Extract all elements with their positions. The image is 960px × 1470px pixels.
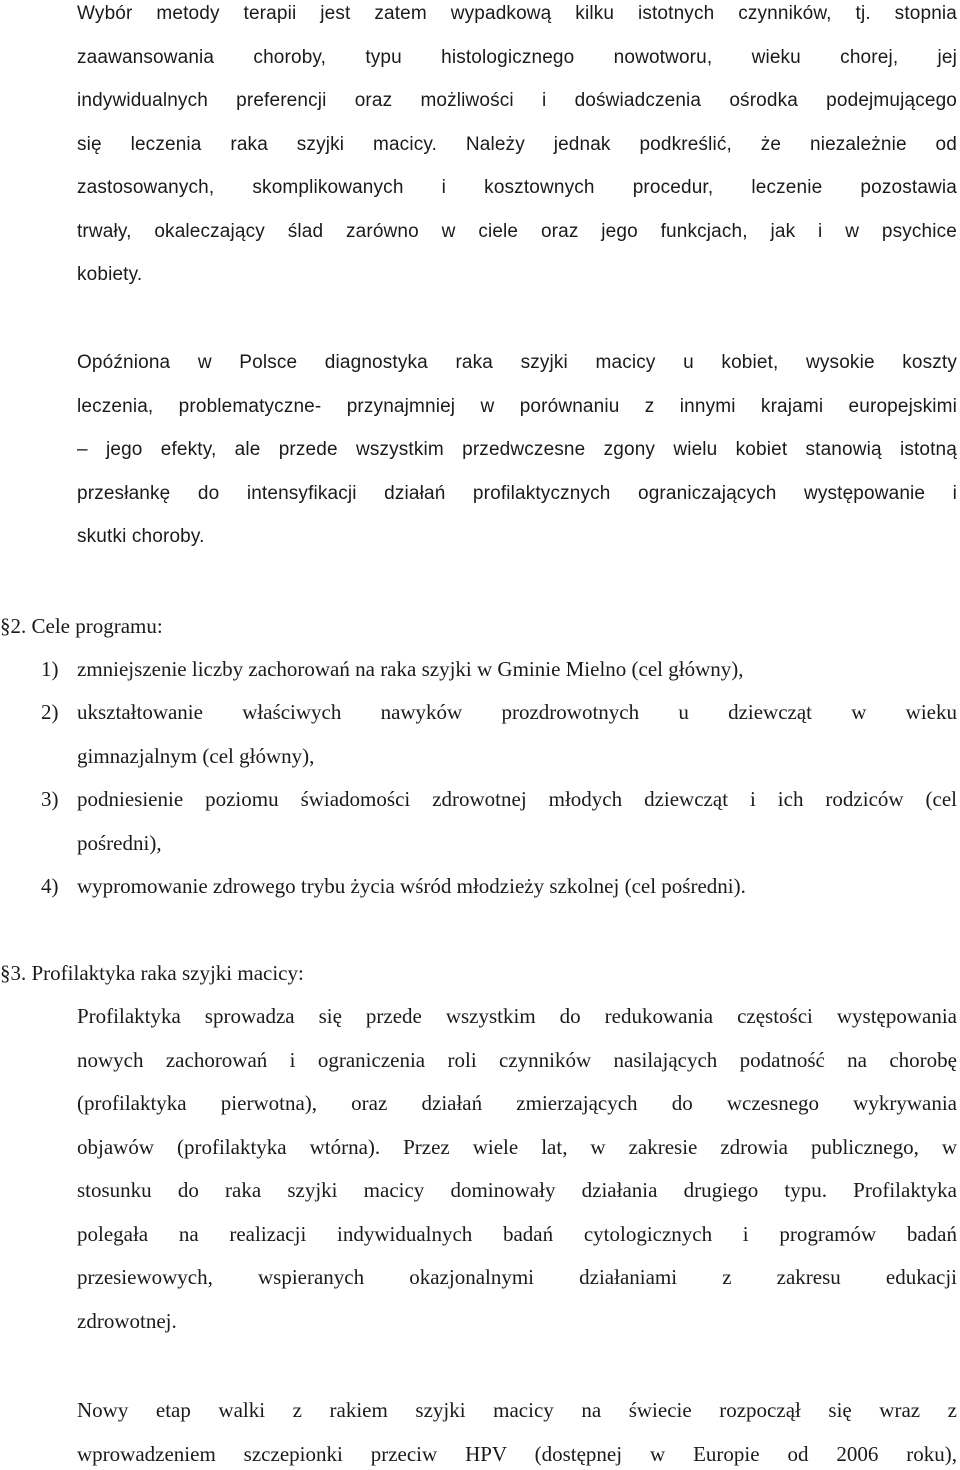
item-number: 4) [41,874,59,898]
text-line: wprowadzeniem szczepionki przeciw HPV (dostępnej w Europie od 2006 roku), [77,1441,957,1466]
goal-item-4 [41,865,957,909]
text-line: przesiewowych, wspieranych okazjonalnymi działaniami z zakresu edukacji [77,1265,957,1289]
text-line: leczenia, problematyczne- przynajmniej w porównaniu z innymi krajami europejskimi [77,395,957,417]
text-line: (profilaktyka pierwotna), oraz działań zmierzających do wczesnego wykrywania [77,1091,957,1115]
text-line: Wybór metody terapii jest zatem wypadkową kilku istotnych czynników, tj. stopnia [77,3,957,24]
text-line: się leczenia raka szyjki macicy. Należy jednak podkreślić, że niezależnie od [77,133,957,155]
paragraph-prophylaxis [77,995,957,1343]
text-line: Profilaktyka sprowadza się przede wszystkim do redukowania częstości występowania [77,1004,957,1028]
text-line: trwały, okaleczający ślad zarówno w ciele oraz jego funkcjach, jak i w psychice [77,220,957,242]
paragraph-therapy-choice [77,0,957,297]
item-text: zmniejszenie liczby zachorowań na raka szyjki w Gminie Mielno (cel główny), [77,657,744,681]
item-text: wypromowanie zdrowego trybu życia wśród młodzieży szkolnej (cel pośredni). [77,874,746,898]
item-number: 1) [41,657,59,681]
paragraph-hpv-vaccine [77,1389,957,1470]
text-line: indywidualnych preferencji oraz możliwości i doświadczenia ośrodka podejmującego [77,90,957,111]
item-number: 2) [41,700,59,724]
text-line: Opóźniona w Polsce diagnostyka raka szyjki macicy u kobiet, wysokie koszty [77,352,957,373]
text-line: przesłankę do intensyfikacji działań profilaktycznych ograniczających występowanie i [77,482,957,504]
item-number: 3) [41,787,59,811]
section-heading-prophylaxis: §3. Profilaktyka raka szyjki macicy: [0,961,304,985]
text-line: nowych zachorowań i ograniczenia roli czynników nasilających podatność na chorobę [77,1047,957,1072]
section-heading-goals: §2. Cele programu: [0,614,163,638]
text-line: Nowy etap walki z rakiem szyjki macicy na świecie rozpoczął się wraz z [77,1398,957,1422]
goal-item-2-continued: gimnazjalnym (cel główny), [77,744,315,768]
paragraph-delayed-diagnostics [77,341,957,559]
text-line: zaawansowania choroby, typu histologicznego nowotworu, wieku chorej, jej [77,46,957,68]
text-line: zastosowanych, skomplikowanych i kosztownych procedur, leczenie pozostawia [77,177,957,198]
item-text: podniesienie poziomu świadomości zdrowotnej młodych dziewcząt i ich rodziców (cel [77,787,957,811]
goal-item-1 [41,648,957,692]
goal-item-2 [41,691,957,735]
goal-item-3 [41,778,957,822]
goal-item-3-continued: pośredni), [77,831,162,855]
text-line: objawów (profilaktyka wtórna). Przez wiele lat, w zakresie zdrowia publicznego, w [77,1134,957,1159]
item-text: ukształtowanie właściwych nawyków prozdrowotnych u dziewcząt w wieku [77,700,957,724]
text-line: zdrowotnej. [77,1308,177,1333]
text-line: polegała na realizacji indywidualnych badań cytologicznych i programów badań [77,1221,957,1246]
text-line: kobiety. [77,264,143,285]
text-line: stosunku do raka szyjki macicy dominowały działania drugiego typu. Profilaktyka [77,1178,957,1202]
text-line: – jego efekty, ale przede wszystkim przedwczesne zgony wielu kobiet stanowią istotną [77,439,957,460]
text-line: skutki choroby. [77,526,205,547]
